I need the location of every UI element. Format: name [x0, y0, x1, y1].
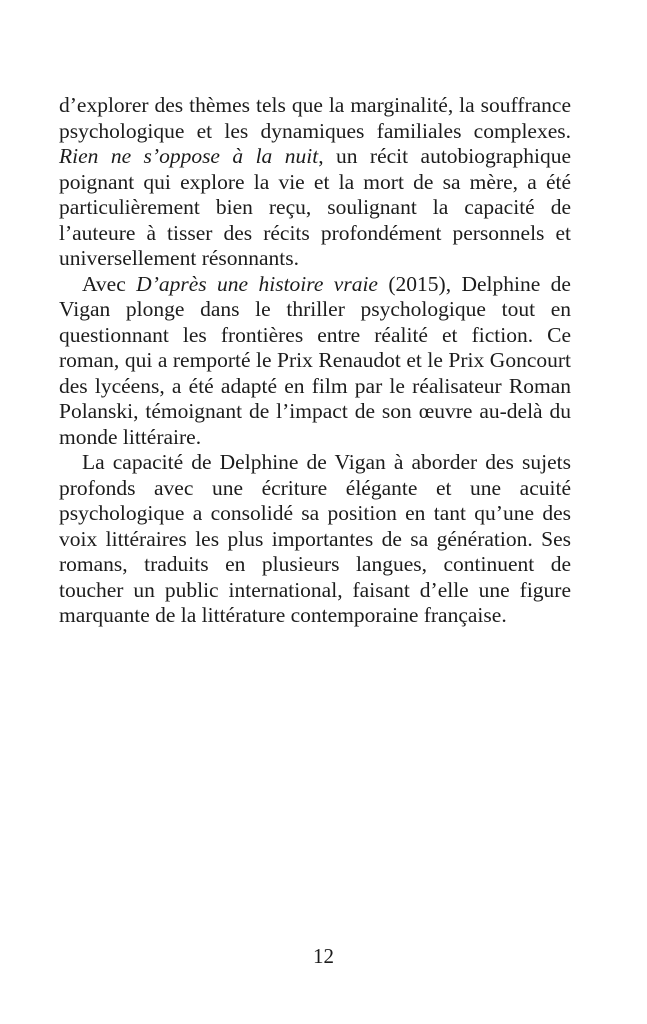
paragraph: [59, 272, 571, 451]
text-segment: (2015), Delphine de Vigan plonge dans le thriller psychologique tout en questionnant les frontières entre réalité et fiction. Ce roman, qui a remporté le Prix Renaudot et le Prix Goncourt des lycéens, a été adapté en film par le réalisateur Roman Polanski, témoignant de l’impact de son œuvre au-delà du monde littéraire.: [59, 271, 571, 449]
text-segment: , un récit autobiographique poignant qui explore la vie et la mort de sa mère, a été particulièrement bien reçu, soulignant la capacité de l’auteure à tisser des récits profondément personnels et universellement résonnants.: [59, 144, 571, 270]
book-title-italic: Rien ne s’oppose à la nuit: [59, 144, 319, 168]
body-text: [59, 93, 571, 629]
paragraph: [59, 93, 571, 272]
text-segment: d’explorer des thèmes tels que la marginalité, la souffrance psychologique et les dynamiques familiales complexes.: [59, 93, 571, 143]
text-segment: La capacité de Delphine de Vigan à aborder des sujets profonds avec une écriture élégante et une acuité psychologique a consolidé sa position en tant qu’une des voix littéraires les plus importantes de sa génération. Ses romans, traduits en plusieurs langues, continuent de toucher un public international, faisant d’elle une figure marquante de la littérature contemporaine française.: [59, 450, 571, 627]
page-number: 12: [313, 944, 334, 968]
paragraph: [59, 450, 571, 629]
text-segment: Avec: [82, 271, 137, 296]
book-title-italic: D’après une histoire vraie: [136, 271, 378, 296]
